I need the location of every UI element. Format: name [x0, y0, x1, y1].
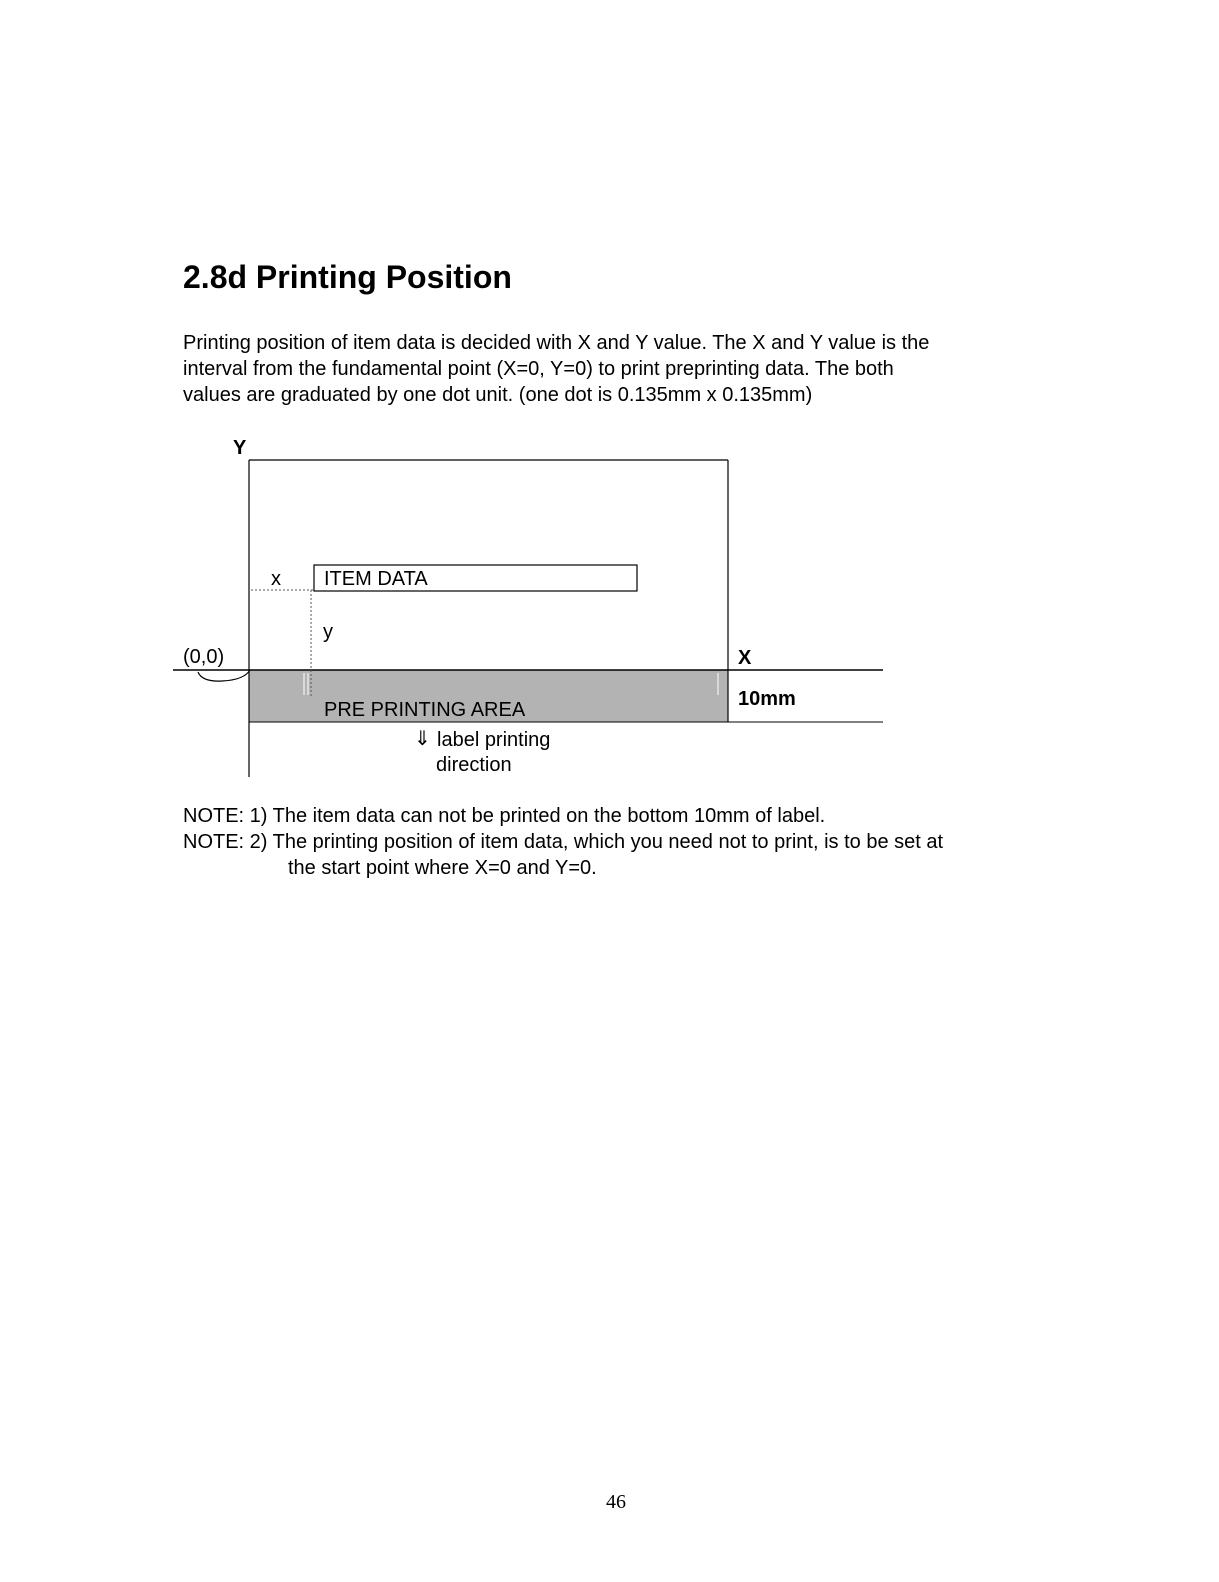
down-arrow-icon: ⇓	[414, 728, 431, 750]
item-data-label: ITEM DATA	[324, 568, 428, 590]
page-title: 2.8d Printing Position	[183, 259, 512, 295]
y-offset-label: y	[323, 621, 333, 643]
direction-label-line-2: direction	[436, 754, 512, 776]
pre-printing-label: PRE PRINTING AREA	[324, 699, 526, 721]
intro-paragraph-line-2: interval from the fundamental point (X=0, Y=0) to print preprinting data. The both	[183, 358, 894, 380]
x-axis-label: X	[738, 647, 752, 669]
direction-label-line-1: label printing	[437, 729, 551, 751]
origin-curve	[198, 670, 250, 681]
origin-label: (0,0)	[183, 646, 225, 668]
note-1: NOTE: 1) The item data can not be printed on the bottom 10mm of label.	[183, 805, 826, 827]
page-number: 46	[606, 1491, 626, 1513]
note-2-continuation: the start point where X=0 and Y=0.	[288, 857, 597, 879]
y-axis-label: Y	[233, 437, 247, 459]
note-2: NOTE: 2) The printing position of item data, which you need not to print, is to be set at	[183, 831, 944, 853]
x-offset-label: x	[271, 568, 281, 590]
intro-paragraph-line-3: values are graduated by one dot unit. (one dot is 0.135mm x 0.135mm)	[183, 384, 813, 406]
intro-paragraph-line-1: Printing position of item data is decided with X and Y value. The X and Y value is the	[183, 332, 930, 354]
height-label: 10mm	[738, 688, 796, 710]
